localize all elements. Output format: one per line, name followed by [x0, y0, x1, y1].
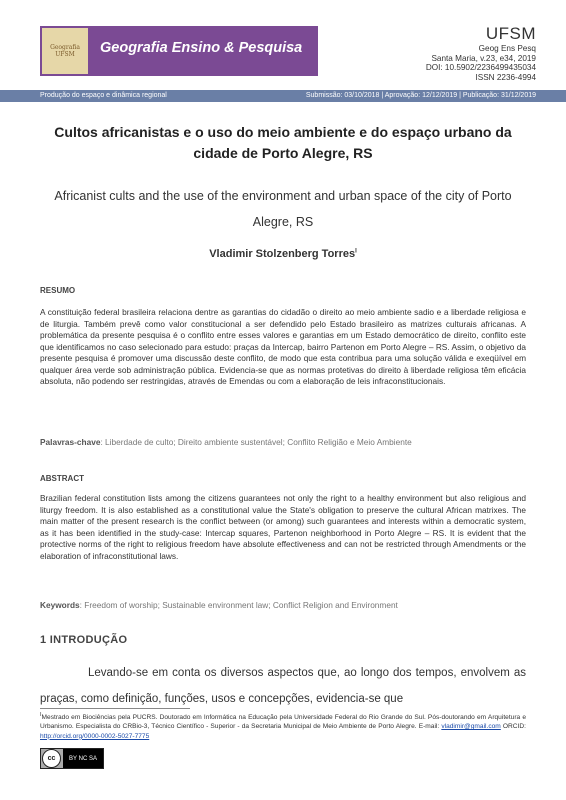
abstract-heading: ABSTRACT [40, 474, 84, 483]
orcid-label: ORCID: [500, 723, 526, 731]
footnote-mark: I [40, 712, 42, 718]
journal-abbrev: Geog Ens Pesq [478, 44, 536, 53]
citation: Santa Maria, v.23, e34, 2019 [431, 53, 536, 63]
footnote-text: Mestrado em Biociências pela PUCRS. Doutorado em Informática na Educação pela Universidade Federal do Rio Grande do Sul. Pós-doutorando em Arquitetura e Urbanismo. Especialista do CRBio-3, Técnico Científico - Superior - da Secretaria Municipal de Meio Ambiente de Porto Alegre. E-mail: [40, 714, 526, 731]
abstract-text: Brazilian federal constitution lists among the citizens guarantees not only the right to a healthy environment but also religious and liturgy freedom. It is also established as a constitutional value the State's obligation to preserve the cultural African matrixes. The main matter of the present research is the conflict between (or among) such guarantees and interests within a democratic system, as it has been identified in the study-case: Intercap squares, Partenon neighborhood in Porto Alegre – RS. It is evident that the protective norms of the right to religious freedom have absolute effectiveness and can not be restricted through Amendments or the elaboration of infraconstitutional laws. [40, 493, 526, 561]
submission-dates: Submissão: 03/10/2018 | Aprovação: 12/12/2019 | Publicação: 31/12/2019 [305, 92, 536, 99]
journal-banner [40, 26, 318, 76]
resumo-keywords-label: Palavras-chave [40, 437, 101, 447]
introduction-text [40, 660, 526, 712]
author-name [40, 248, 526, 260]
doi: DOI: 10.5902/2236499435034 [425, 63, 536, 72]
cc-icon: cc [42, 749, 61, 768]
abstract-keywords-text: : Freedom of worship; Sustainable environment law; Conflict Religion and Environment [79, 600, 398, 610]
author-footnote-mark: I [355, 248, 357, 255]
section-name: Produção do espaço e dinâmica regional [40, 92, 167, 99]
info-bar [0, 90, 566, 102]
creative-commons-badge[interactable] [40, 748, 104, 769]
abstract-keywords [40, 600, 526, 612]
journal-logo [42, 28, 88, 74]
resumo-heading: RESUMO [40, 286, 76, 295]
banner-title: Geografia Ensino & Pesquisa [100, 40, 303, 56]
issn: ISSN 2236-4994 [475, 72, 536, 82]
university-name: UFSM [485, 24, 536, 43]
article-title: Cultos africanistas e o uso do meio ambiente e do espaço urbano da cidade de Porto Alegre, RS [54, 124, 512, 161]
journal-meta [426, 24, 536, 82]
introduction-body: Levando-se em conta os diversos aspectos que, ao longo dos tempos, envolvem as praças, como definição, funções, usos e concepções, evidencia-se que [40, 667, 526, 705]
introduction-heading: 1 INTRODUÇÃO [40, 634, 128, 646]
author-text: Vladimir Stolzenberg Torres [209, 248, 356, 260]
resumo-keywords [40, 437, 526, 449]
author-email-link[interactable]: vladimir@gmail.com [441, 723, 501, 731]
article-title-english: Africanist cults and the use of the environment and urban space of the city of Porto Alegre, RS [54, 189, 512, 229]
footnote-rule [40, 708, 190, 709]
license-icons: BY NC SA [63, 749, 103, 768]
resumo-text: A constituição federal brasileira relaciona dentre as garantias do cidadão o direito ao meio ambiente sadio e a liberdade religiosa e de liturgia. Também prevê como valor constitucional a ser defendido pelo Estado brasileiro as matrizes culturais africanas. A problemática da presente pesquisa é o conflito entre esses valores e garantias em um Estado democrático de direito, conflito este que identificamos no caso selecionado para estudo: praças da Intercap, bairro Partenon em Porto Alegre – RS. Assim, o objetivo da presente pesquisa é promover uma discussão deste conflito, de modo que esta contribua para uma solução válida e exeqüível em qualquer área verde sob administração pública. Evidencia-se que as normas protetivas do direito à liberdade religiosa têm eficácia absoluta, não podendo ser restringidas, através de Emendas ou com a elaboração de leis infraconstitucionais. [40, 307, 526, 386]
journal-header [0, 0, 566, 88]
orcid-link[interactable]: http://orcid.org/0000-0002-5027-7775 [40, 732, 150, 740]
resumo-keywords-text: : Liberdade de culto; Direito ambiente sustentável; Conflito Religião e Meio Ambiente [100, 437, 412, 447]
logo-text: Geografia UFSM [50, 44, 80, 58]
abstract-keywords-label: Keywords [40, 600, 80, 610]
author-footnote [40, 711, 526, 741]
